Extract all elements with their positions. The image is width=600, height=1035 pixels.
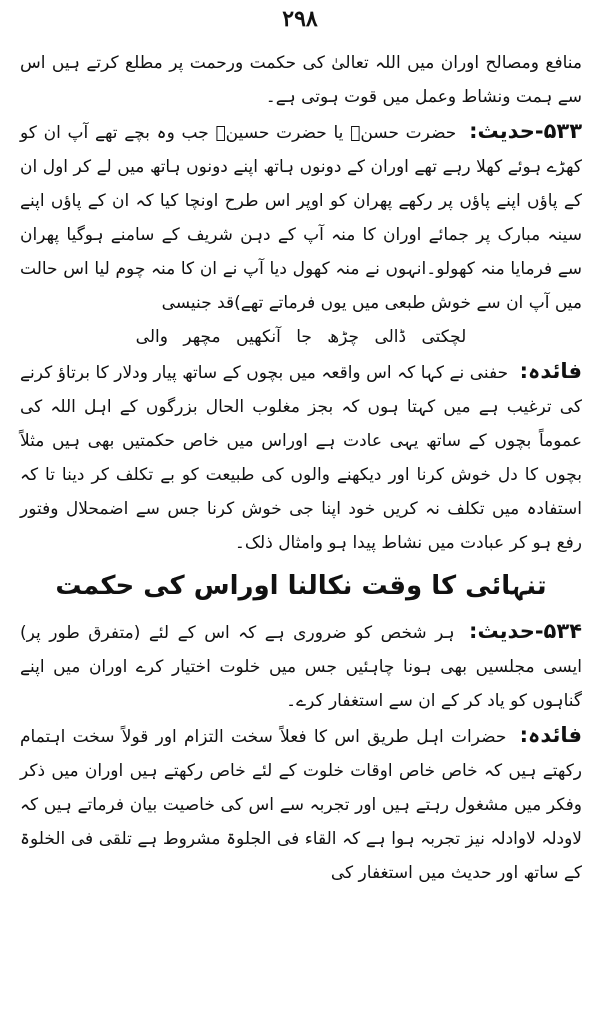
hadith-533-text: حضرت حسنؓ یا حضرت حسینؓ جب وہ بچے تھے آپ ان کو کھڑے ہوئے کھلا رہے تھے اوران کے دونوں ہاتھ اپنے دونوں ہاتھ میں لے کر اول ان کے پاؤں اپنے پاؤں پر رکھے پھران کو اوپر اس طرح اونچا کیا کہ ان کے پاؤں اپنے سینہ مبارک پر جمائے اوران کا منہ آپ کے دہن شریف کے سامنے ہوگیا پھران سے فرمایا منہ کھولو۔انہوں نے منہ کھول دیا آپ نے ان کا منہ چوم لیا اس حالت میں آپ ان سے خوش طبعی میں یوں فرماتے تھے)قد جنیسی: [20, 123, 582, 313]
hadith-534-paragraph: [20, 614, 582, 718]
page-number: ۲۹۸: [282, 6, 318, 32]
faida-2-label: فائدہ:: [519, 723, 582, 747]
hadith-534-label: ۵۳۴-حدیث:: [469, 619, 582, 643]
section-heading: تنہائی کا وقت نکالنا اوراس کی حکمت: [55, 571, 547, 601]
faida-1-text: حفنی نے کہا کہ اس واقعہ میں بچوں کے ساتھ پیار ودلار کا برتاؤ کرنے کی ترغیب ہے میں کہتا ہوں کہ بجز مغلوب الحال بزرگوں کے اہل اللہ کی عموماً بچوں کے ساتھ یہی عادت ہے اوراس میں خاص حکمتیں بھی ہیں مثلاً بچوں کا دل خوش کرنا اور دیکھنے والوں کی طبیعت کو بے تکلف کر دینا تا کہ استفادہ میں تکلف نہ کریں خود اپنا جی خوش کرنا جس سے اضمحلال وفتور رفع ہو کر عبادت میں نشاط پیدا ہو وامثال ذلک۔: [20, 363, 582, 553]
faida-2-paragraph: [20, 718, 582, 890]
page-body: [20, 46, 582, 890]
intro-paragraph: منافع ومصالح اوران میں اللہ تعالیٰ کی حکمت ورحمت پر مطلع کرتے ہیں اس سے ہمت ونشاط وعمل میں قوت ہوتی ہے۔: [20, 53, 582, 107]
faida-1-paragraph: [20, 354, 582, 560]
faida-1-label: فائدہ:: [519, 359, 582, 383]
faida-2-text: حضرات اہل طریق اس کا فعلاً سخت التزام اور قولاً سخت اہتمام رکھتے ہیں کہ خاص خاص اوقات خلوت کے لئے خاص رکھتے ہیں اوران میں ذکر وفکر میں مشغول رہتے ہیں اور تجربہ سے اس کی خاصیت بیان فرماتے ہیں کہ لاودلہ لاوادلہ نیز تجربہ ہوا ہے کہ القاء فی الجلوۃ مشروط ہے تلقی فی الخلوۃ کے ساتھ اور حدیث میں استغفار کی: [20, 727, 582, 883]
hadith-533-label: ۵۳۳-حدیث:: [469, 119, 583, 143]
hadith-533-paragraph: [20, 114, 582, 320]
verse-line: لچکتی ڈالی چڑھ جا آنکھیں مچھر والی: [135, 327, 467, 347]
hadith-534-text: ہر شخص کو ضروری ہے کہ اس کے لئے (متفرق طور پر) ایسی مجلسیں بھی ہونا چاہئیں جس میں خلوت اختیار کرے اوران میں اپنے گناہوں کو یاد کر کے ان سے استغفار کرے۔: [20, 623, 582, 711]
